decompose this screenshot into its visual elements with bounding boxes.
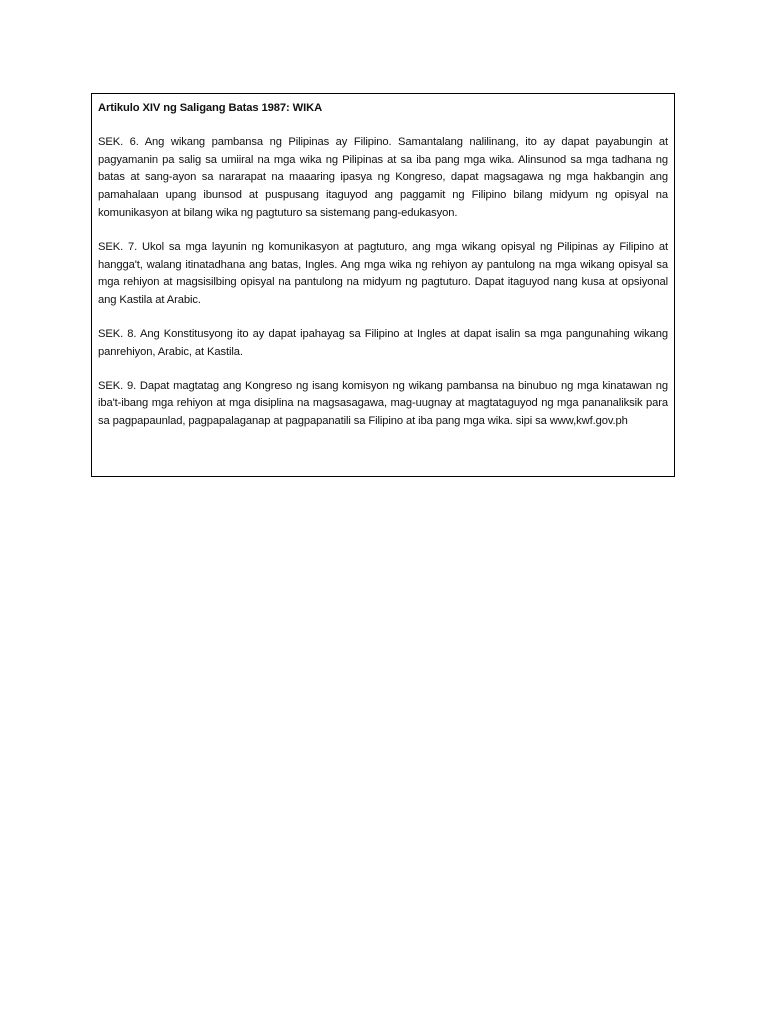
section-sek-9: SEK. 9. Dapat magtatag ang Kongreso ng isang komisyon ng wikang pambansa na binubuo ng mga kinatawan ng iba't-ibang mga rehiyon at mga disiplina na magsasagawa, mag-uugnay at magtataguyod ng mga pananaliksik para sa pagpapaunlad, pagpapalaganap at pagpapanatili sa Filipino at iba pang mga wika. sipi sa www,kwf.gov.ph xyxy=(98,379,668,428)
document-box xyxy=(91,93,675,477)
section-sek-7: SEK. 7. Ukol sa mga layunin ng komunikasyon at pagtuturo, ang mga wikang opisyal ng Pilipinas ay Filipino at hangga't, walang itinatadhana ang batas, Ingles. Ang mga wika ng rehiyon ay pantulong na mga wikang opisyal sa mga rehiyon at magsisilbing opisyal na pantulong na midyum ng pagtuturo. Dapat itaguyod nang kusa at opsiyonal ang Kastila at Arabic. xyxy=(98,240,668,307)
section-sek-8: SEK. 8. Ang Konstitusyong ito ay dapat ipahayag sa Filipino at Ingles at dapat isalin sa mga pangunahing wikang panrehiyon, Arabic, at Kastila. xyxy=(98,327,668,358)
document-title: Artikulo XIV ng Saligang Batas 1987: WIKA xyxy=(98,102,323,114)
section-sek-6: SEK. 6. Ang wikang pambansa ng Pilipinas ay Filipino. Samantalang nalilinang, ito ay dapat payabungin at pagyamanin pa salig sa umiiral na mga wika ng Pilipinas at sa iba pang mga wika. Alinsunod sa mga tadhana ng batas at sang-ayon sa nararapat na maaaring ipasya ng Kongreso, dapat magsagawa ng mga hakbangin ang pamahalaan upang ibunsod at puspusang itaguyod ang paggamit ng Filipino bilang midyum ng opisyal na komunikasyon at bilang wika ng pagtuturo sa sistemang pang-edukasyon. xyxy=(98,135,668,219)
